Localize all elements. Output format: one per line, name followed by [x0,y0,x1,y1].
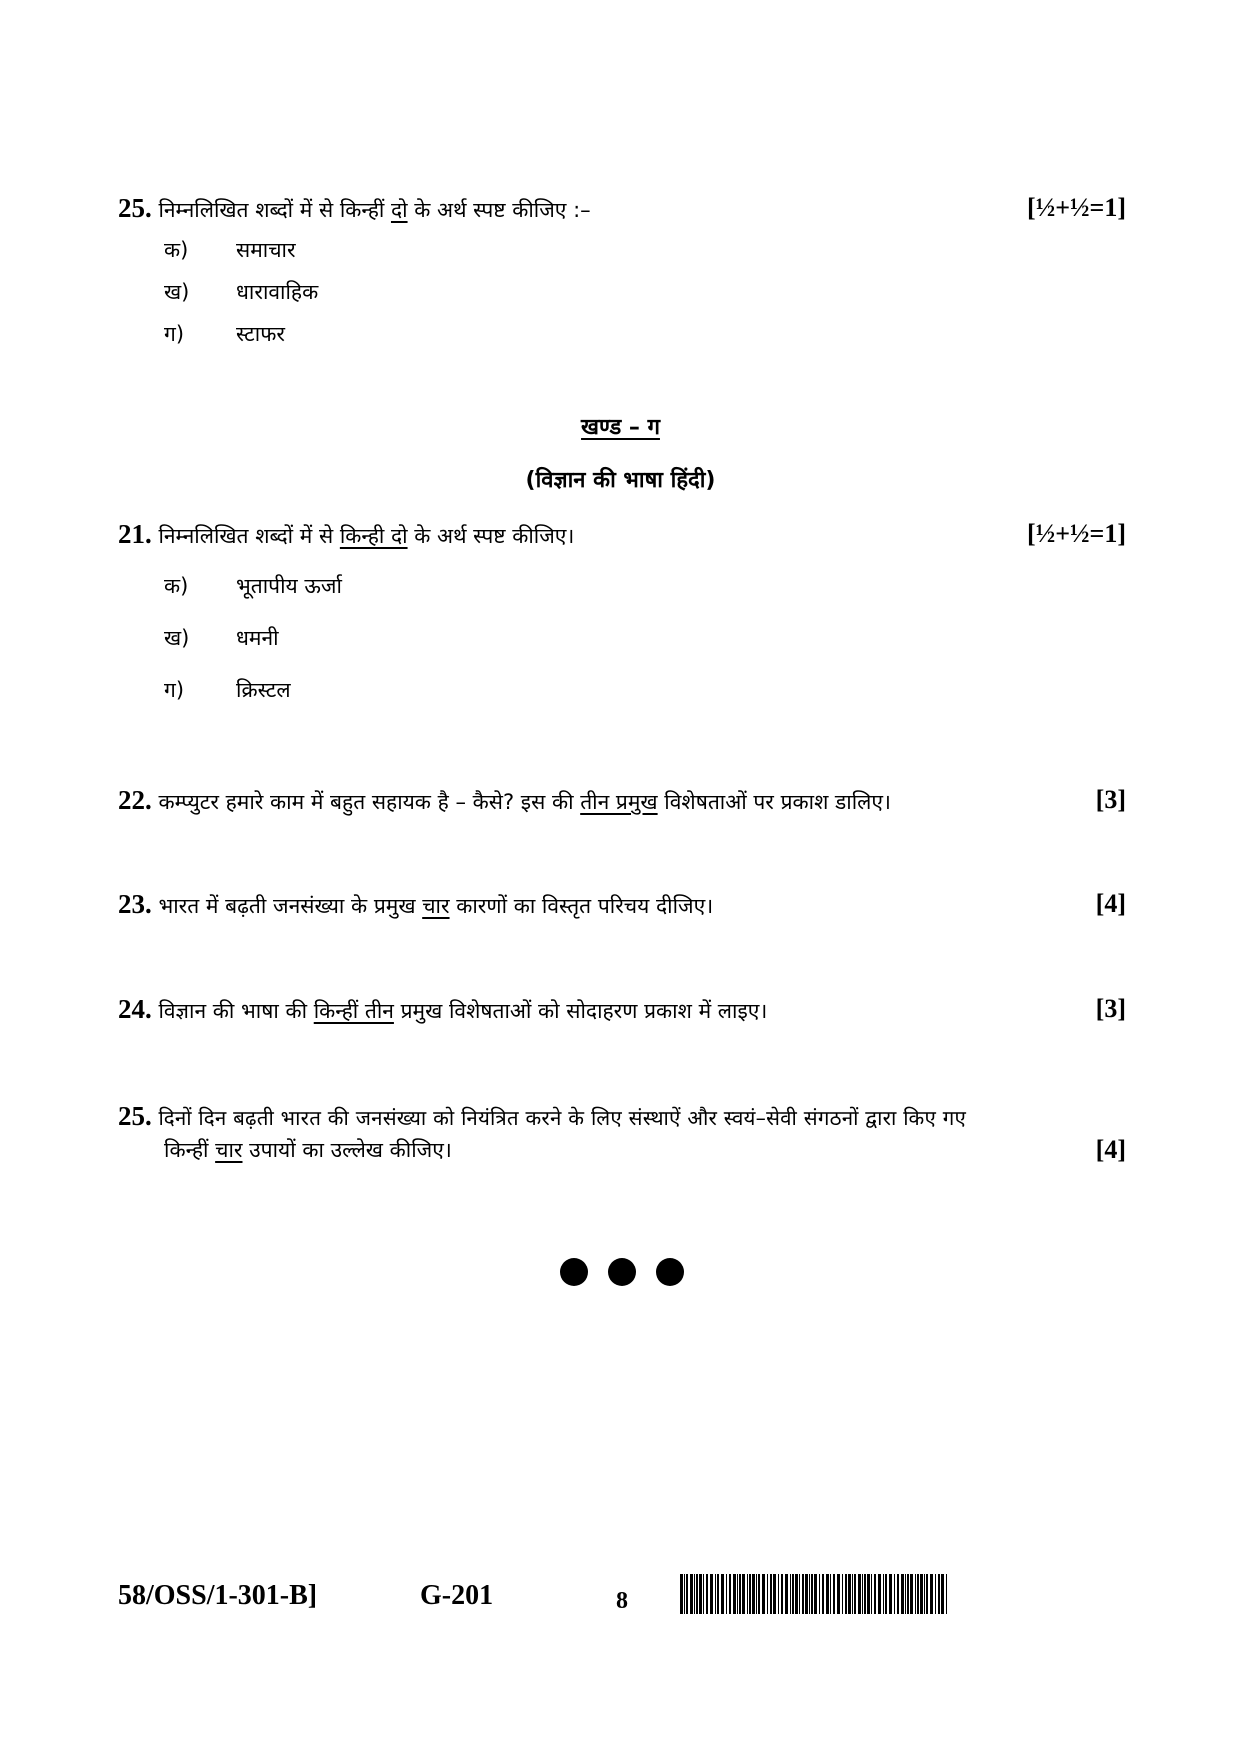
dot-icon [656,1258,684,1286]
marks: [4] [1095,1135,1126,1164]
barcode-icon [680,1574,950,1614]
question-number: 24. [118,994,152,1024]
question-text: कम्प्युटर हमारे काम में बहुत सहायक है – कैसे? इस की तीन प्रमुख विशेषताओं पर प्रकाश डालिए। [158,790,891,814]
question-number: 25. [118,1101,152,1131]
section-heading: खण्ड – ग [581,415,660,440]
marks: [4] [1095,889,1126,918]
option: ग) स्टाफर [164,322,285,346]
question-number: 23. [118,889,152,919]
option: ख) धमनी [164,626,279,650]
question-24 [118,993,1126,1025]
question-number: 21. [118,519,152,549]
marks: [½+½=1] [1027,193,1126,222]
question-text: निम्नलिखित शब्दों में से किन्ही दो के अर्थ स्पष्ट कीजिए। [158,524,575,548]
question-25-bottom [118,1100,1126,1166]
question-text: विज्ञान की भाषा की किन्हीं तीन प्रमुख विशेषताओं को सोदाहरण प्रकाश में लाइए। [158,999,768,1023]
question-number: 25. [118,193,152,223]
section-subheading: (विज्ञान की भाषा हिंदी) [525,468,716,493]
question-25-top [118,192,1126,350]
question-text: निम्नलिखित शब्दों में से किन्हीं दो के अर्थ स्पष्ट कीजिए :– [158,198,591,222]
option: क) समाचार [164,238,296,262]
dot-icon [560,1258,588,1286]
question-text: भारत में बढ़ती जनसंख्या के प्रमुख चार कारणों का विस्तृत परिचय दीजिए। [158,894,714,918]
question-text-line2: किन्हीं चार उपायों का उल्लेख कीजिए। [164,1138,452,1162]
option: ग) क्रिस्टल [164,678,291,702]
option: ख) धारावाहिक [164,280,319,304]
question-22 [118,784,1126,816]
question-21 [118,518,1126,706]
question-23 [118,888,1126,920]
series-code: G-201 [420,1580,494,1611]
page-number: 8 [616,1588,628,1614]
marks: [½+½=1] [1027,519,1126,548]
question-text-line1: दिनों दिन बढ़ती भारत की जनसंख्या को नियंत्रित करने के लिए संस्थाऐं और स्वयं–सेवी संगठनों द्वारा किए गए [158,1106,966,1130]
dot-icon [608,1258,636,1286]
paper-code: 58/OSS/1-301-B] [118,1580,318,1611]
marks: [3] [1095,994,1126,1023]
marks: [3] [1095,785,1126,814]
option: क) भूतापीय ऊर्जा [164,574,342,598]
question-number: 22. [118,785,152,815]
